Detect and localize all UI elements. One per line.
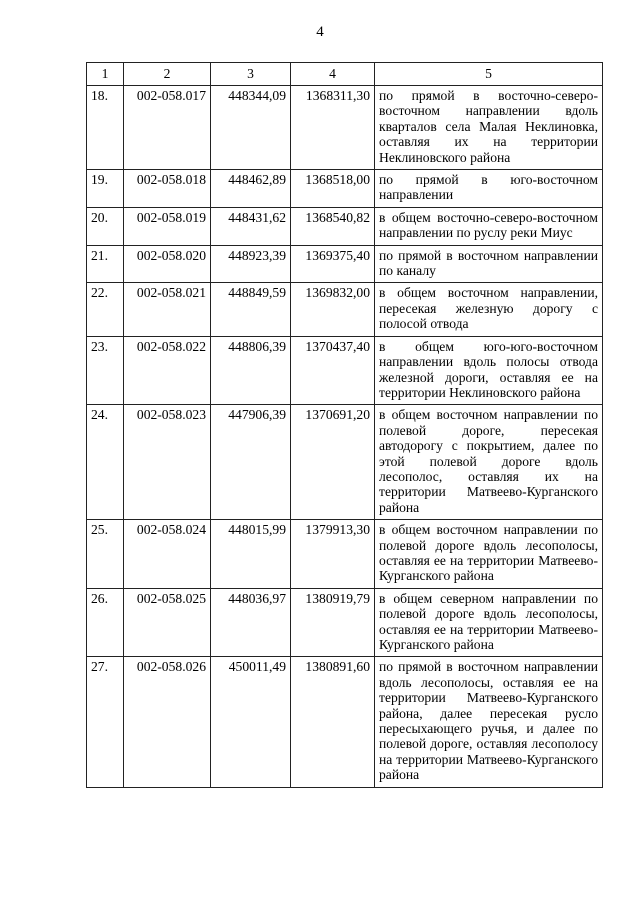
boundary-description: по прямой в юго-восточном направлении bbox=[375, 170, 603, 208]
boundary-description: по прямой в восточном направлении вдоль лесополосы, оставляя ее на территории Матвеево-Курганского района, далее пересекая русло пересыхающего ручья, и далее по полевой дороге, оставляя лесополосу на территории Матвеево-Курганского района bbox=[375, 657, 603, 787]
table-row bbox=[87, 170, 603, 208]
coord-y: 1369832,00 bbox=[291, 283, 375, 336]
boundary-description: по прямой в восточном направлении по каналу bbox=[375, 245, 603, 283]
coord-y: 1368311,30 bbox=[291, 86, 375, 170]
boundary-description: в общем восточном направлении, пересекая железную дорогу с полосой отвода bbox=[375, 283, 603, 336]
point-code: 002-058.018 bbox=[124, 170, 211, 208]
page-number: 4 bbox=[316, 24, 324, 40]
coord-x: 447906,39 bbox=[211, 405, 291, 520]
boundary-description: в общем восточном направлении по полевой дороге, пересекая автодорогу с покрытием, далее по этой полевой дороге вдоль лесополос, оставляя их на территории Матвеево-Курганского района bbox=[375, 405, 603, 520]
row-number: 19. bbox=[87, 170, 124, 208]
row-number: 20. bbox=[87, 207, 124, 245]
point-code: 002-058.021 bbox=[124, 283, 211, 336]
boundary-description: в общем восточном направлении по полевой дороге вдоль лесополосы, оставляя ее на территории Матвеево-Курганского района bbox=[375, 520, 603, 589]
table-row bbox=[87, 86, 603, 170]
row-number: 24. bbox=[87, 405, 124, 520]
row-number: 25. bbox=[87, 520, 124, 589]
boundary-description: по прямой в восточно-северо-восточном направлении вдоль кварталов села Малая Неклиновка, оставляя их на территории Неклиновского района bbox=[375, 86, 603, 170]
table-row bbox=[87, 520, 603, 589]
coord-y: 1370691,20 bbox=[291, 405, 375, 520]
point-code: 002-058.026 bbox=[124, 657, 211, 787]
boundary-description: в общем юго-юго-восточном направлении вдоль полосы отвода железной дороги, оставляя ее на территории Неклиновского района bbox=[375, 336, 603, 405]
table-row bbox=[87, 207, 603, 245]
coord-x: 448344,09 bbox=[211, 86, 291, 170]
coord-x: 448849,59 bbox=[211, 283, 291, 336]
coord-x: 448036,97 bbox=[211, 588, 291, 657]
coord-y: 1369375,40 bbox=[291, 245, 375, 283]
row-number: 21. bbox=[87, 245, 124, 283]
row-number: 27. bbox=[87, 657, 124, 787]
point-code: 002-058.025 bbox=[124, 588, 211, 657]
coord-x: 450011,49 bbox=[211, 657, 291, 787]
point-code: 002-058.017 bbox=[124, 86, 211, 170]
coord-y: 1380919,79 bbox=[291, 588, 375, 657]
point-code: 002-058.023 bbox=[124, 405, 211, 520]
table-row bbox=[87, 283, 603, 336]
row-number: 23. bbox=[87, 336, 124, 405]
row-number: 22. bbox=[87, 283, 124, 336]
coord-y: 1379913,30 bbox=[291, 520, 375, 589]
header-col-3: 3 bbox=[211, 63, 291, 86]
table-row bbox=[87, 336, 603, 405]
point-code: 002-058.022 bbox=[124, 336, 211, 405]
header-col-2: 2 bbox=[124, 63, 211, 86]
point-code: 002-058.019 bbox=[124, 207, 211, 245]
boundary-description: в общем северном направлении по полевой дороге вдоль лесополосы, оставляя ее на территории Матвеево-Курганского района bbox=[375, 588, 603, 657]
table-row bbox=[87, 588, 603, 657]
header-col-1: 1 bbox=[87, 63, 124, 86]
row-number: 18. bbox=[87, 86, 124, 170]
boundary-description: в общем восточно-северо-восточном направлении по руслу реки Миус bbox=[375, 207, 603, 245]
coord-x: 448431,62 bbox=[211, 207, 291, 245]
point-code: 002-058.020 bbox=[124, 245, 211, 283]
coord-x: 448806,39 bbox=[211, 336, 291, 405]
coord-y: 1370437,40 bbox=[291, 336, 375, 405]
table-row bbox=[87, 657, 603, 787]
boundary-points-table bbox=[86, 62, 603, 788]
header-col-5: 5 bbox=[375, 63, 603, 86]
header-col-4: 4 bbox=[291, 63, 375, 86]
point-code: 002-058.024 bbox=[124, 520, 211, 589]
table-row bbox=[87, 405, 603, 520]
coord-x: 448923,39 bbox=[211, 245, 291, 283]
coord-x: 448462,89 bbox=[211, 170, 291, 208]
coord-y: 1380891,60 bbox=[291, 657, 375, 787]
table-row bbox=[87, 245, 603, 283]
row-number: 26. bbox=[87, 588, 124, 657]
table-header-row bbox=[87, 63, 603, 86]
coord-y: 1368518,00 bbox=[291, 170, 375, 208]
coord-y: 1368540,82 bbox=[291, 207, 375, 245]
coord-x: 448015,99 bbox=[211, 520, 291, 589]
